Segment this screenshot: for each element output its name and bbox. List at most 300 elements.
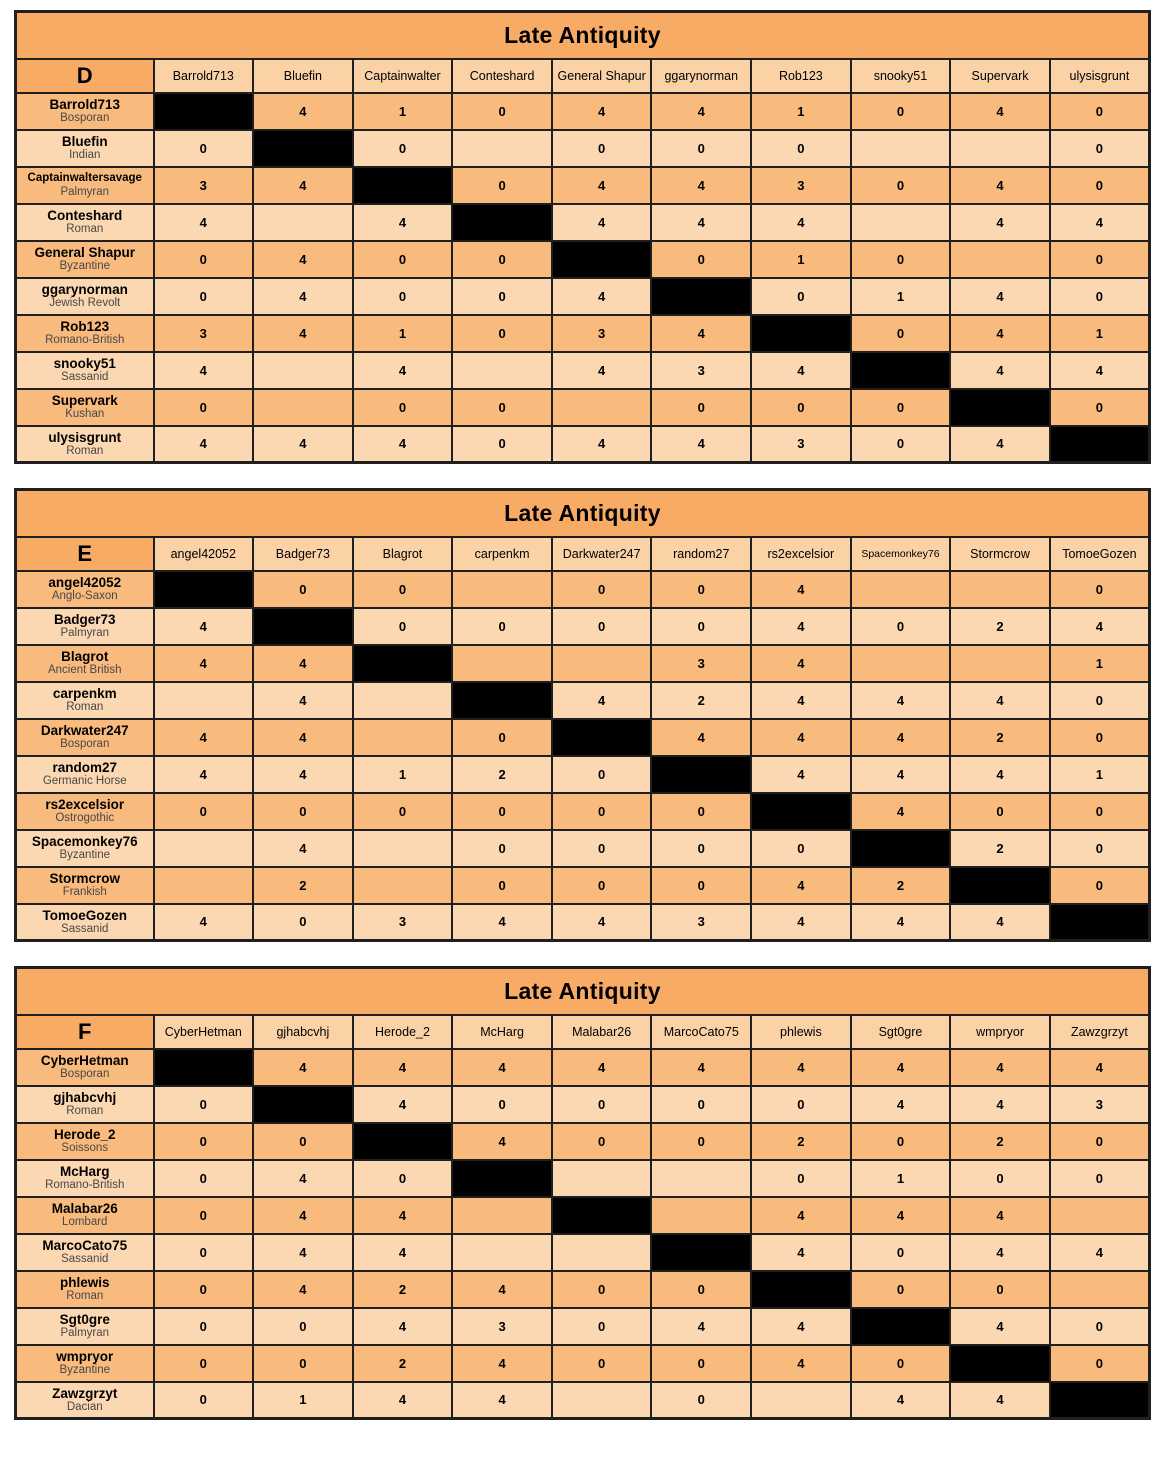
player-name-cell (16, 793, 154, 830)
player-name: CyberHetman (40, 1052, 129, 1068)
score-cell (452, 130, 552, 167)
score-cell: 4 (552, 1049, 652, 1086)
score-cell: 4 (154, 204, 254, 241)
player-row (16, 1160, 1150, 1197)
player-row (16, 682, 1150, 719)
player-name: phlewis (59, 1274, 110, 1290)
results-table-group-F (14, 966, 1151, 1420)
score-cell: 0 (353, 1160, 453, 1197)
score-cell: 4 (253, 645, 353, 682)
self-match-cell (154, 1049, 254, 1086)
score-cell: 0 (1050, 867, 1150, 904)
score-cell: 0 (353, 389, 453, 426)
score-cell: 0 (452, 867, 552, 904)
score-cell: 0 (154, 1086, 254, 1123)
score-cell: 0 (651, 830, 751, 867)
score-cell: 0 (1050, 1345, 1150, 1382)
player-civilization: Soissons (61, 1142, 109, 1155)
score-cell: 1 (1050, 645, 1150, 682)
score-cell: 0 (154, 130, 254, 167)
player-name: Herode_2 (53, 1126, 116, 1142)
self-match-cell (353, 645, 453, 682)
score-cell: 0 (552, 830, 652, 867)
score-cell: 3 (154, 315, 254, 352)
self-match-cell (950, 867, 1050, 904)
player-name: gjhabcvhj (53, 1089, 117, 1105)
score-cell: 4 (950, 278, 1050, 315)
score-cell: 0 (552, 130, 652, 167)
player-civilization: Lombard (62, 1216, 108, 1229)
player-civilization: Dacian (66, 1401, 103, 1414)
score-cell: 3 (751, 426, 851, 463)
player-name: Bluefin (61, 133, 108, 149)
player-civilization: Roman (66, 701, 104, 714)
column-header: Stormcrow (950, 537, 1050, 571)
score-cell: 4 (651, 1049, 751, 1086)
player-row (16, 389, 1150, 426)
score-cell: 4 (253, 1049, 353, 1086)
player-civilization: Anglo-Saxon (51, 590, 118, 603)
player-name-cell (16, 830, 154, 867)
player-civilization: Ostrogothic (55, 812, 115, 825)
score-cell: 0 (154, 1382, 254, 1419)
self-match-cell (651, 756, 751, 793)
score-cell: 4 (452, 1382, 552, 1419)
player-name-cell (16, 1345, 154, 1382)
score-cell: 4 (751, 1308, 851, 1345)
score-cell: 4 (950, 1382, 1050, 1419)
player-row (16, 1271, 1150, 1308)
column-header: ggarynorman (651, 59, 751, 93)
score-cell: 0 (851, 389, 951, 426)
score-cell: 4 (950, 315, 1050, 352)
player-civilization: Germanic Horse (42, 775, 127, 788)
score-cell: 4 (154, 352, 254, 389)
score-cell: 4 (154, 904, 254, 941)
score-cell (851, 130, 951, 167)
score-cell: 4 (950, 93, 1050, 130)
score-cell: 4 (353, 1049, 453, 1086)
player-name-cell (16, 904, 154, 941)
score-cell: 2 (950, 1123, 1050, 1160)
player-civilization: Bosporan (60, 738, 110, 751)
score-cell: 4 (353, 1382, 453, 1419)
score-cell: 4 (851, 1086, 951, 1123)
score-cell (452, 1234, 552, 1271)
column-header: Supervark (950, 59, 1050, 93)
player-name: Zawzgrzyt (52, 1385, 118, 1401)
score-cell: 1 (851, 278, 951, 315)
score-cell: 4 (253, 719, 353, 756)
score-cell: 4 (851, 1197, 951, 1234)
player-name: wmpryor (56, 1348, 114, 1364)
column-header: Darkwater247 (552, 537, 652, 571)
score-cell: 0 (1050, 830, 1150, 867)
score-cell: 4 (950, 1234, 1050, 1271)
column-header: carpenkm (452, 537, 552, 571)
score-cell: 4 (452, 1123, 552, 1160)
self-match-cell (452, 682, 552, 719)
score-cell: 4 (452, 1049, 552, 1086)
score-cell: 0 (353, 571, 453, 608)
player-name-cell (16, 352, 154, 389)
score-cell: 4 (1050, 1049, 1150, 1086)
score-cell: 4 (751, 204, 851, 241)
score-cell: 0 (552, 1271, 652, 1308)
player-name: Malabar26 (51, 1200, 118, 1216)
player-name: Stormcrow (49, 870, 120, 886)
score-cell (154, 867, 254, 904)
score-cell: 1 (353, 756, 453, 793)
player-name: Spacemonkey76 (31, 833, 138, 849)
score-cell (851, 571, 951, 608)
player-civilization: Roman (66, 223, 104, 236)
score-cell: 2 (950, 830, 1050, 867)
player-name-cell (16, 1123, 154, 1160)
score-cell: 0 (452, 315, 552, 352)
score-cell: 0 (751, 389, 851, 426)
header-row (16, 59, 1150, 93)
header-row (16, 537, 1150, 571)
score-cell: 4 (552, 278, 652, 315)
score-cell: 4 (253, 93, 353, 130)
score-cell: 0 (751, 1160, 851, 1197)
score-cell: 4 (253, 1160, 353, 1197)
player-name-cell (16, 1160, 154, 1197)
score-cell: 0 (1050, 1308, 1150, 1345)
player-civilization: Kushan (65, 408, 105, 421)
column-header: random27 (651, 537, 751, 571)
score-cell: 0 (353, 608, 453, 645)
score-cell: 0 (651, 1271, 751, 1308)
player-name-cell (16, 426, 154, 463)
score-cell (651, 1197, 751, 1234)
column-header: Herode_2 (353, 1015, 453, 1049)
score-cell: 3 (651, 352, 751, 389)
self-match-cell (253, 1086, 353, 1123)
table-title: Late Antiquity (16, 490, 1150, 537)
score-cell: 4 (651, 167, 751, 204)
player-name-cell (16, 315, 154, 352)
score-cell: 4 (353, 1234, 453, 1271)
score-cell (452, 352, 552, 389)
score-cell: 4 (751, 1049, 851, 1086)
player-row (16, 352, 1150, 389)
player-name: rs2excelsior (45, 796, 125, 812)
player-civilization: Bosporan (60, 1068, 110, 1081)
column-header: Rob123 (751, 59, 851, 93)
score-cell: 0 (751, 130, 851, 167)
score-cell: 4 (651, 1308, 751, 1345)
score-cell (253, 389, 353, 426)
score-cell (950, 241, 1050, 278)
self-match-cell (552, 1197, 652, 1234)
score-cell: 4 (751, 608, 851, 645)
header-row (16, 1015, 1150, 1049)
score-cell: 0 (154, 278, 254, 315)
score-cell: 0 (1050, 241, 1150, 278)
column-header: McHarg (452, 1015, 552, 1049)
score-cell: 4 (851, 1049, 951, 1086)
player-name-cell (16, 204, 154, 241)
self-match-cell (751, 1271, 851, 1308)
player-name-cell (16, 389, 154, 426)
score-cell (651, 1160, 751, 1197)
self-match-cell (1050, 1382, 1150, 1419)
self-match-cell (353, 1123, 453, 1160)
score-cell: 4 (751, 1345, 851, 1382)
score-cell (452, 571, 552, 608)
score-cell: 0 (950, 1271, 1050, 1308)
player-row (16, 1308, 1150, 1345)
player-civilization: Frankish (62, 886, 107, 899)
score-cell: 0 (552, 571, 652, 608)
column-header: Captainwalter (353, 59, 453, 93)
player-name-cell (16, 241, 154, 278)
score-cell: 4 (751, 904, 851, 941)
score-cell: 0 (154, 241, 254, 278)
player-name: MarcoCato75 (42, 1237, 128, 1253)
score-cell: 4 (851, 1382, 951, 1419)
score-cell: 4 (751, 1234, 851, 1271)
score-cell: 0 (154, 1160, 254, 1197)
score-cell: 2 (353, 1271, 453, 1308)
group-letter: E (16, 537, 154, 571)
player-row (16, 608, 1150, 645)
score-cell: 0 (353, 793, 453, 830)
self-match-cell (851, 1308, 951, 1345)
self-match-cell (1050, 426, 1150, 463)
score-cell: 4 (552, 167, 652, 204)
score-cell: 0 (651, 867, 751, 904)
column-header: Conteshard (452, 59, 552, 93)
score-cell: 4 (253, 167, 353, 204)
score-cell: 4 (851, 904, 951, 941)
player-row (16, 426, 1150, 463)
self-match-cell (552, 241, 652, 278)
player-row (16, 93, 1150, 130)
score-cell (353, 830, 453, 867)
score-cell: 0 (651, 1086, 751, 1123)
score-cell: 0 (552, 793, 652, 830)
player-row (16, 204, 1150, 241)
player-name-cell (16, 1234, 154, 1271)
self-match-cell (154, 571, 254, 608)
player-row (16, 130, 1150, 167)
score-cell: 0 (651, 241, 751, 278)
score-cell (950, 571, 1050, 608)
score-cell: 4 (253, 1197, 353, 1234)
score-cell: 0 (452, 719, 552, 756)
score-cell: 0 (253, 904, 353, 941)
self-match-cell (552, 719, 652, 756)
self-match-cell (751, 315, 851, 352)
score-cell: 0 (1050, 389, 1150, 426)
score-cell: 4 (851, 719, 951, 756)
score-cell: 4 (253, 1271, 353, 1308)
results-table-group-E (14, 488, 1151, 942)
player-name: Blagrot (61, 648, 109, 664)
score-cell: 0 (1050, 278, 1150, 315)
score-cell: 0 (851, 167, 951, 204)
score-cell: 3 (651, 645, 751, 682)
player-civilization: Indian (69, 149, 101, 162)
player-name-cell (16, 571, 154, 608)
column-header: Bluefin (253, 59, 353, 93)
score-cell: 1 (751, 241, 851, 278)
score-cell (353, 719, 453, 756)
score-cell: 1 (1050, 315, 1150, 352)
score-cell: 4 (452, 1345, 552, 1382)
score-cell: 3 (154, 167, 254, 204)
player-row (16, 867, 1150, 904)
player-row (16, 1197, 1150, 1234)
player-row (16, 1123, 1150, 1160)
score-cell (154, 830, 254, 867)
self-match-cell (452, 204, 552, 241)
score-cell: 0 (552, 756, 652, 793)
score-cell: 0 (353, 130, 453, 167)
player-name-cell (16, 167, 154, 204)
self-match-cell (751, 793, 851, 830)
score-cell: 4 (950, 1197, 1050, 1234)
player-row (16, 1345, 1150, 1382)
score-cell: 0 (751, 1086, 851, 1123)
self-match-cell (253, 608, 353, 645)
score-cell: 0 (651, 571, 751, 608)
score-cell: 4 (552, 426, 652, 463)
score-cell: 4 (353, 426, 453, 463)
column-header: rs2excelsior (751, 537, 851, 571)
player-civilization: Romano-British (45, 334, 125, 347)
player-name-cell (16, 867, 154, 904)
score-cell: 4 (651, 315, 751, 352)
score-cell: 4 (1050, 352, 1150, 389)
score-cell: 4 (154, 645, 254, 682)
player-name: Badger73 (53, 611, 116, 627)
column-header: wmpryor (950, 1015, 1050, 1049)
score-cell: 0 (851, 315, 951, 352)
score-cell: 0 (253, 1308, 353, 1345)
score-cell: 4 (552, 93, 652, 130)
score-cell: 0 (452, 426, 552, 463)
player-civilization: Ancient British (47, 664, 122, 677)
score-cell: 0 (552, 1345, 652, 1382)
player-name-cell (16, 1086, 154, 1123)
score-cell: 1 (353, 315, 453, 352)
self-match-cell (1050, 904, 1150, 941)
self-match-cell (950, 389, 1050, 426)
player-row (16, 571, 1150, 608)
score-cell: 4 (751, 756, 851, 793)
score-cell: 0 (851, 1345, 951, 1382)
column-header: General Shapur (552, 59, 652, 93)
score-cell: 2 (452, 756, 552, 793)
score-cell: 0 (552, 608, 652, 645)
score-cell: 4 (751, 645, 851, 682)
column-header: snooky51 (851, 59, 951, 93)
score-cell: 4 (751, 571, 851, 608)
player-name: Darkwater247 (40, 722, 129, 738)
player-name-cell (16, 756, 154, 793)
score-cell (950, 130, 1050, 167)
column-header: Badger73 (253, 537, 353, 571)
score-cell: 4 (353, 1086, 453, 1123)
score-cell: 0 (353, 278, 453, 315)
score-cell: 4 (253, 241, 353, 278)
score-cell: 0 (154, 1197, 254, 1234)
player-civilization: Roman (66, 1290, 104, 1303)
score-cell: 0 (1050, 1160, 1150, 1197)
score-cell: 2 (353, 1345, 453, 1382)
column-header: ulysisgrunt (1050, 59, 1150, 93)
player-name: ulysisgrunt (48, 429, 122, 445)
player-civilization: Sassanid (61, 371, 109, 384)
self-match-cell (154, 93, 254, 130)
player-row (16, 278, 1150, 315)
self-match-cell (253, 130, 353, 167)
score-cell (1050, 1197, 1150, 1234)
score-cell: 0 (851, 1234, 951, 1271)
score-cell: 1 (353, 93, 453, 130)
score-cell: 0 (1050, 571, 1150, 608)
score-cell: 4 (253, 278, 353, 315)
player-civilization: Jewish Revolt (49, 297, 121, 310)
player-civilization: Bosporan (60, 112, 110, 125)
score-cell: 0 (851, 1123, 951, 1160)
score-cell: 0 (154, 1345, 254, 1382)
score-cell: 0 (154, 793, 254, 830)
score-cell: 4 (154, 719, 254, 756)
player-row (16, 719, 1150, 756)
player-name-cell (16, 1197, 154, 1234)
score-cell: 4 (1050, 1234, 1150, 1271)
score-cell: 4 (950, 204, 1050, 241)
score-cell (851, 204, 951, 241)
score-cell: 0 (253, 571, 353, 608)
column-header: Blagrot (353, 537, 453, 571)
score-cell: 4 (253, 1234, 353, 1271)
score-cell: 0 (851, 608, 951, 645)
self-match-cell (851, 352, 951, 389)
score-cell: 0 (552, 1123, 652, 1160)
player-name: Conteshard (47, 207, 123, 223)
score-cell: 4 (253, 426, 353, 463)
score-cell: 0 (452, 241, 552, 278)
score-cell: 0 (154, 1123, 254, 1160)
score-cell (253, 352, 353, 389)
column-header: phlewis (751, 1015, 851, 1049)
score-cell: 4 (552, 204, 652, 241)
title-row (16, 490, 1150, 537)
player-civilization: Byzantine (59, 1364, 110, 1377)
player-name-cell (16, 719, 154, 756)
score-cell (552, 389, 652, 426)
score-cell: 0 (253, 793, 353, 830)
score-cell: 2 (851, 867, 951, 904)
score-cell: 0 (452, 167, 552, 204)
score-cell (552, 1160, 652, 1197)
player-name-cell (16, 682, 154, 719)
score-cell: 0 (751, 830, 851, 867)
player-name-cell (16, 1049, 154, 1086)
player-row (16, 1086, 1150, 1123)
score-cell: 0 (552, 1308, 652, 1345)
score-cell: 4 (353, 204, 453, 241)
score-cell (552, 1234, 652, 1271)
score-cell: 0 (253, 1123, 353, 1160)
player-row (16, 241, 1150, 278)
